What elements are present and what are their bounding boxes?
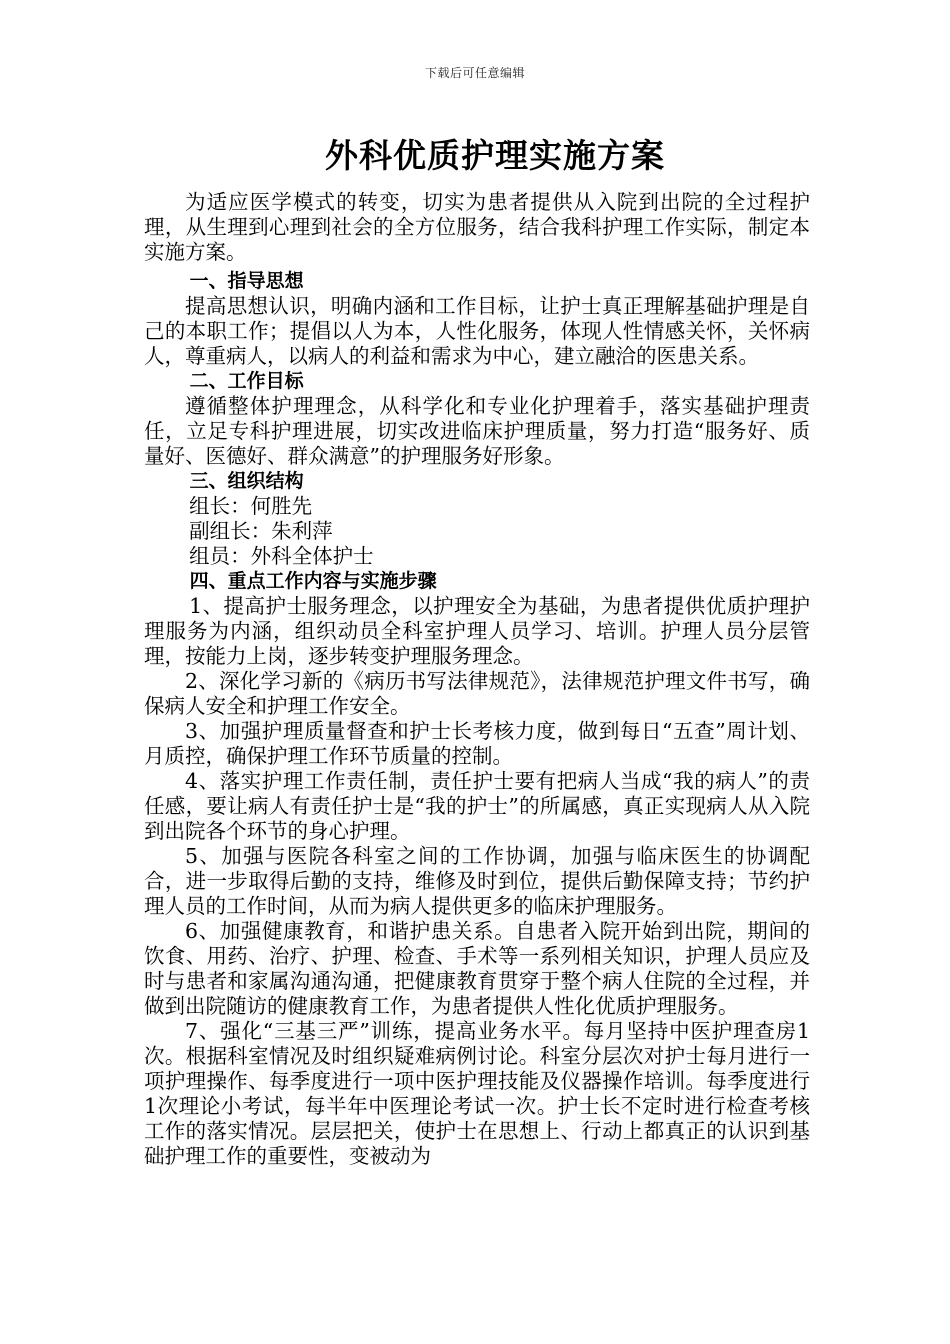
step-item: 6、加强健康教育，和谐护患关系。自患者入院开始到出院，期间的饮食、用药、治疗、护理、检查、手术等一系列相关知识，护理人员应及时与患者和家属沟通沟通，把健康教育贯穿于整个病人住院的全过程，并做到出院随访的健康教育工作，为患者提供人性化优质护理服务。 <box>144 919 810 1018</box>
document-body <box>144 190 810 1169</box>
step-item: 4、落实护理工作责任制，责任护士要有把病人当成“我的病人”的责任感，要让病人有责任护士是“我的护士”的所属感，真正实现病人从入院到出院各个环节的身心护理。 <box>144 769 810 843</box>
section-heading-goals: 二、工作目标 <box>189 370 304 392</box>
step-item: 2、深化学习新的《病历书写法律规范》，法律规范护理文件书写，确保病人安全和护理工作安全。 <box>144 669 810 718</box>
section-heading-organization: 三、组织结构 <box>189 470 304 492</box>
section-heading-guiding: 一、指导思想 <box>189 270 304 292</box>
org-deputy: 副组长：朱利萍 <box>189 519 333 543</box>
step-item: 7、强化“三基三严”训练，提高业务水平。每月坚持中医护理查房1次。根据科室情况及时组织疑难病例讨论。科室分层次对护士每月进行一项护理操作、每季度进行一项中医护理技能及仪器操作培训。每季度进行1次理论小考试，每半年中医理论考试一次。护士长不定时进行检查考核工作的落实情况。层层把关，使护士在思想上、行动上都真正的认识到基础护理工作的重要性，变被动为 <box>144 1019 810 1168</box>
org-leader: 组长：何胜先 <box>189 494 313 518</box>
step-item: 3、加强护理质量督查和护士长考核力度，做到每日“五查”周计划、月质控，确保护理工作环节质量的控制。 <box>144 719 810 768</box>
org-members: 组员：外科全体护士 <box>189 544 374 568</box>
section-heading-steps: 四、重点工作内容与实施步骤 <box>189 570 437 592</box>
document-title: 外科优质护理实施方案 <box>325 136 665 175</box>
step-item: 1、提高护士服务理念，以护理安全为基础，为患者提供优质护理护理服务为内涵，组织动员全科室护理人员学习、培训。护理人员分层管理，按能力上岗，逐步转变护理服务理念。 <box>144 594 810 668</box>
intro-paragraph: 为适应医学模式的转变，切实为患者提供从入院到出院的全过程护理，从生理到心理到社会的全方位服务，结合我科护理工作实际，制定本实施方案。 <box>144 190 810 264</box>
header-note: 下载后可任意编辑 <box>424 66 525 80</box>
guiding-paragraph: 提高思想认识，明确内涵和工作目标，让护士真正理解基础护理是自己的本职工作；提倡以人为本，人性化服务，体现人性情感关怀，关怀病人，尊重病人，以病人的利益和需求为中心，建立融洽的医患关系。 <box>144 294 810 368</box>
goals-paragraph: 遵循整体护理理念，从科学化和专业化护理着手，落实基础护理责任，立足专科护理进展，切实改进临床护理质量，努力打造“服务好、质量好、医德好、群众满意”的护理服务好形象。 <box>144 394 810 468</box>
step-item: 5、加强与医院各科室之间的工作协调，加强与临床医生的协调配合，进一步取得后勤的支持，维修及时到位，提供后勤保障支持；节约护理人员的工作时间，从而为病人提供更多的临床护理服务。 <box>144 844 810 918</box>
